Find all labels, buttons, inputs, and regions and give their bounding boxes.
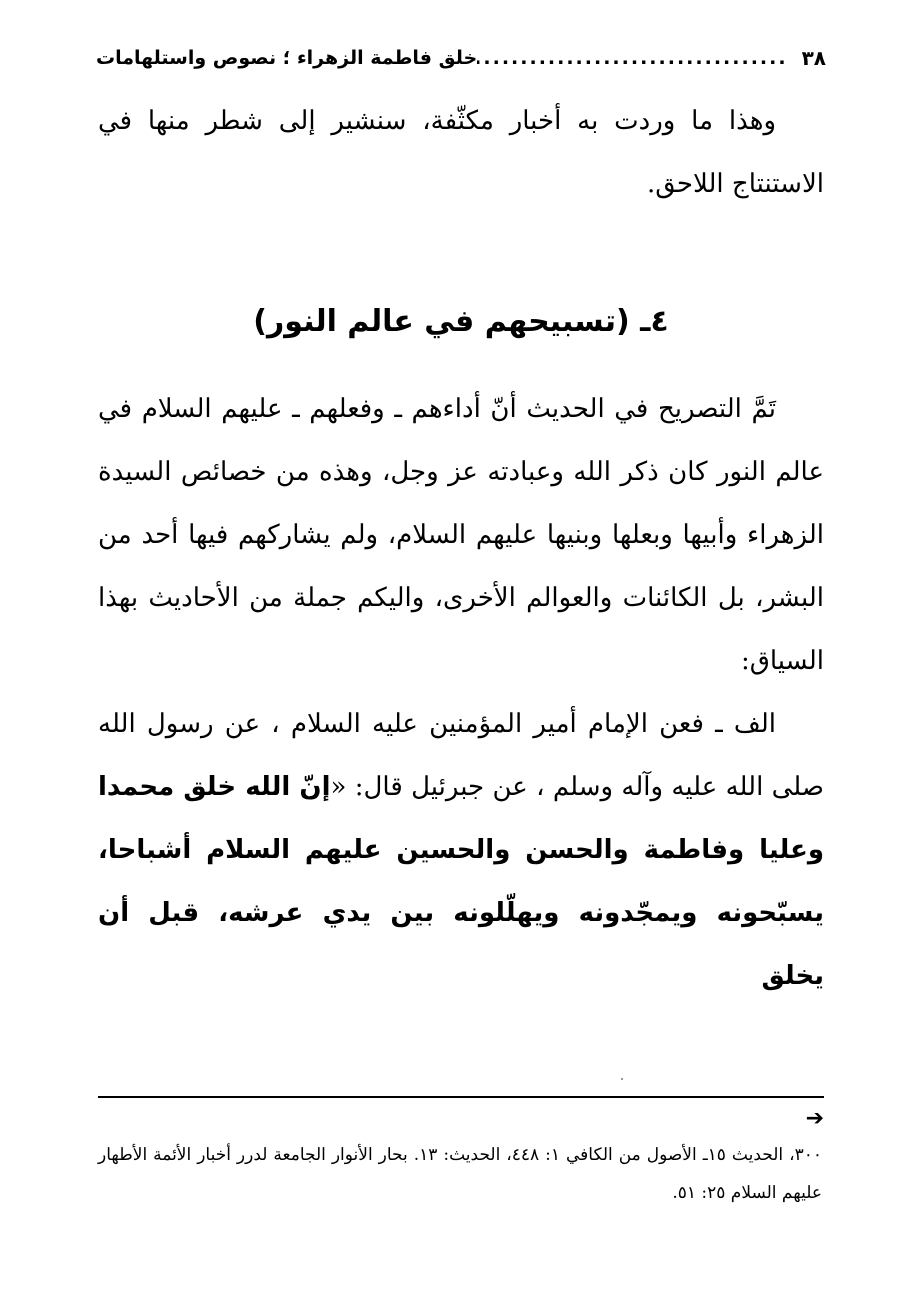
paragraph-2 <box>98 693 824 1008</box>
intro-paragraph: وهذا ما وردت به أخبار مكثّفة، سنشير إلى شطر منها في الاستنتاج اللاحق. <box>98 106 824 199</box>
paragraph-2-intro: الف ـ فعن الإمام أمير المؤمنين عليه السلام ، عن رسول الله صلى الله عليه وآله وسلم ، عن جبرئيل قال: « <box>98 709 824 802</box>
running-header <box>96 40 826 76</box>
main-text-block <box>98 378 824 1008</box>
intro-text-block <box>98 90 824 216</box>
continue-arrow-icon: ➔ <box>805 1106 824 1131</box>
footnote-divider <box>98 1096 824 1098</box>
scan-speck <box>621 1078 623 1080</box>
paragraph-1: تَمَّ التصريح في الحديث أنّ أداءهم ـ وفعلهم ـ عليهم السلام في عالم النور كان ذكر الله وعبادته عز وجل، وهذه من خصائص السيدة الزهراء وأبيها وبعلها وبنيها عليهم السلام، ولم يشاركهم فيها أحد من البشر، بل الكائنات والعوالم الأخرى، واليكم جملة من الأحاديث بهذا السياق: <box>98 394 824 676</box>
section-heading: ٤ـ (تسبيحهم في عالم النور) <box>253 304 669 339</box>
running-header-title: خلق فاطمة الزهراء ؛ نصوص واستلهامات <box>96 47 478 69</box>
hadith-quote: إنّ الله خلق محمدا وعليا وفاطمة والحسن والحسين عليهم السلام أشباحا، يسبّحونه ويمجّدونه ويهلّلونه بين يدي عرشه، قبل أن يخلق <box>98 772 824 991</box>
footnote: ٣٠٠، الحديث ١٥ـ الأصول من الكافي ١: ٤٤٨، الحديث: ١٣. بحار الأنوار الجامعة لدرر أخبار الأئمة الأطهار عليهم السلام ٢٥: ٥١. <box>98 1145 822 1203</box>
page-number: ٣٨ <box>801 46 826 70</box>
leader-dots <box>477 47 793 69</box>
